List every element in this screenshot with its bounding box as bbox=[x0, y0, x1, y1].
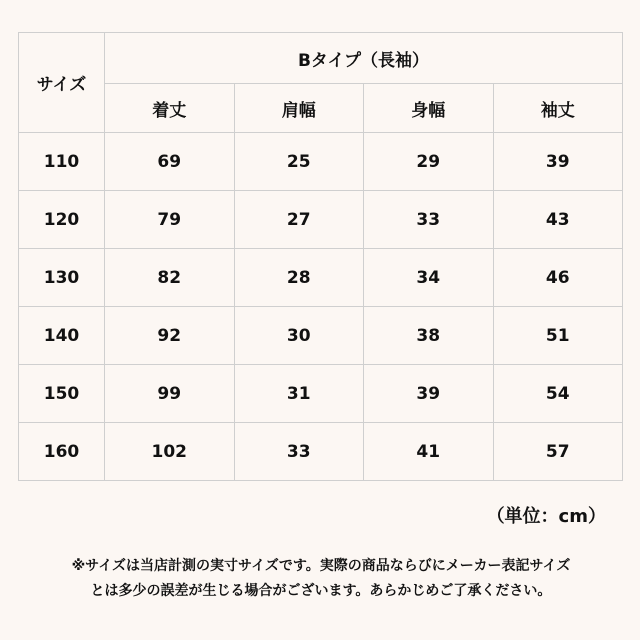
value-cell: 33 bbox=[364, 191, 494, 249]
value-cell: 30 bbox=[234, 307, 364, 365]
value-cell: 41 bbox=[364, 423, 494, 481]
value-cell: 92 bbox=[105, 307, 235, 365]
header-row-columns bbox=[19, 84, 623, 133]
value-cell: 82 bbox=[105, 249, 235, 307]
size-cell: 140 bbox=[19, 307, 105, 365]
column-header-length: 着丈 bbox=[105, 84, 235, 133]
value-cell: 29 bbox=[364, 133, 494, 191]
value-cell: 28 bbox=[234, 249, 364, 307]
note-line-1: ※サイズは当店計測の実寸サイズです。実際の商品ならびにメーカー表記サイズ bbox=[71, 558, 571, 574]
value-cell: 57 bbox=[493, 423, 623, 481]
size-header: サイズ bbox=[19, 33, 105, 133]
value-cell: 39 bbox=[364, 365, 494, 423]
table-row bbox=[19, 249, 623, 307]
value-cell: 54 bbox=[493, 365, 623, 423]
size-cell: 150 bbox=[19, 365, 105, 423]
column-header-width: 身幅 bbox=[364, 84, 494, 133]
table-row bbox=[19, 423, 623, 481]
value-cell: 102 bbox=[105, 423, 235, 481]
table-row bbox=[19, 365, 623, 423]
size-cell: 120 bbox=[19, 191, 105, 249]
note-line-2: とは多少の誤差が生じる場合がございます。あらかじめご了承ください。 bbox=[90, 583, 552, 599]
header-row-type bbox=[19, 33, 623, 84]
value-cell: 46 bbox=[493, 249, 623, 307]
value-cell: 51 bbox=[493, 307, 623, 365]
value-cell: 43 bbox=[493, 191, 623, 249]
value-cell: 99 bbox=[105, 365, 235, 423]
size-cell: 110 bbox=[19, 133, 105, 191]
type-header: Bタイプ（長袖） bbox=[105, 33, 623, 84]
value-cell: 39 bbox=[493, 133, 623, 191]
table-row bbox=[19, 191, 623, 249]
value-cell: 33 bbox=[234, 423, 364, 481]
value-cell: 27 bbox=[234, 191, 364, 249]
value-cell: 79 bbox=[105, 191, 235, 249]
value-cell: 38 bbox=[364, 307, 494, 365]
value-cell: 69 bbox=[105, 133, 235, 191]
column-header-shoulder: 肩幅 bbox=[234, 84, 364, 133]
size-table bbox=[18, 32, 623, 481]
value-cell: 31 bbox=[234, 365, 364, 423]
table-row bbox=[19, 307, 623, 365]
size-cell: 160 bbox=[19, 423, 105, 481]
table-row bbox=[19, 133, 623, 191]
size-cell: 130 bbox=[19, 249, 105, 307]
value-cell: 25 bbox=[234, 133, 364, 191]
value-cell: 34 bbox=[364, 249, 494, 307]
column-header-sleeve: 袖丈 bbox=[493, 84, 623, 133]
unit-label: （単位：cm） bbox=[486, 506, 606, 527]
